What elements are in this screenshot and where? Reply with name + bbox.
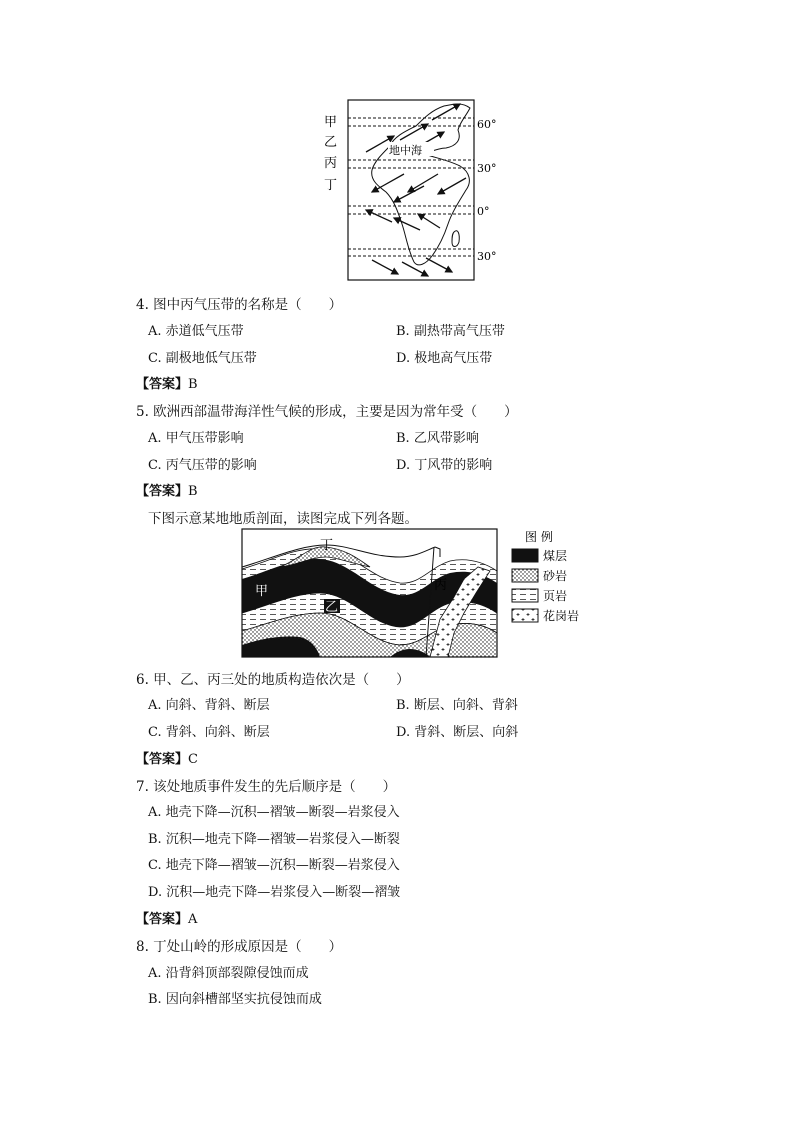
- legend-title: 图 例: [525, 530, 553, 544]
- question-4-option-c[interactable]: C. 副极地低气压带: [148, 351, 257, 366]
- question-8-stem: 8. 丁处山岭的形成原因是（ ）: [136, 939, 343, 955]
- lat-label-0: 0°: [477, 205, 490, 218]
- question-5-option-d[interactable]: D. 丁风带的影响: [396, 458, 493, 473]
- geologic-section: [240, 527, 590, 661]
- figure-geologic-section: [240, 527, 590, 661]
- legend-swatch-coal: [512, 549, 538, 562]
- question-7-stem: 7. 该处地质事件发生的先后顺序是（ ）: [136, 779, 397, 795]
- belt-label-ding: 丁: [324, 178, 338, 193]
- answer-value: A: [188, 912, 198, 927]
- answer-value: C: [188, 752, 198, 767]
- legend-swatch-shale: [512, 589, 538, 602]
- question-6-option-b[interactable]: B. 断层、向斜、背斜: [396, 698, 518, 713]
- answer-label: 【答案】: [136, 484, 189, 499]
- answer-label: 【答案】: [136, 912, 189, 927]
- question-8-option-b[interactable]: B. 因向斜槽部坚实抗侵蚀而成: [148, 992, 322, 1007]
- question-5-stem: 5. 欧洲西部温带海洋性气候的形成，主要是因为常年受（ ）: [136, 404, 518, 420]
- question-7-option-b[interactable]: B. 沉积—地壳下降—褶皱—岩浆侵入—断裂: [148, 832, 400, 847]
- question-4-stem: 4. 图中丙气压带的名称是（ ）: [136, 297, 343, 313]
- answer-label: 【答案】: [136, 752, 189, 767]
- legend-swatch-granite: [512, 609, 538, 622]
- legend-label-sandstone: 砂岩: [543, 569, 568, 583]
- figure-pressure-belts: [320, 96, 510, 282]
- mediterranean-label: 地中海: [389, 144, 422, 157]
- question-5-option-b[interactable]: B. 乙风带影响: [396, 431, 479, 446]
- question-4-option-a[interactable]: A. 赤道低气压带: [148, 324, 244, 339]
- question-6-option-c[interactable]: C. 背斜、向斜、断层: [148, 725, 270, 740]
- question-6-stem: 6. 甲、乙、丙三处的地质构造依次是（ ）: [136, 672, 410, 688]
- legend-label-granite: 花岗岩: [543, 609, 580, 623]
- label-jia: 甲: [255, 584, 269, 599]
- legend-label-shale: 页岩: [543, 589, 568, 603]
- question-4-option-b[interactable]: B. 副热带高气压带: [396, 324, 505, 339]
- belt-label-bing: 丙: [324, 156, 338, 171]
- label-bing: 丙: [434, 578, 448, 593]
- question-6-answer: [136, 748, 198, 767]
- label-yi: 乙: [325, 600, 339, 615]
- question-7-answer: [136, 908, 197, 927]
- question-7-option-d[interactable]: D. 沉积—地壳下降—岩浆侵入—断裂—褶皱: [148, 885, 401, 900]
- section-intro: 下图示意某地地质剖面，读图完成下列各题。: [148, 511, 418, 527]
- question-6-option-a[interactable]: A. 向斜、背斜、断层: [148, 698, 270, 713]
- lat-label-30n: 30°: [477, 162, 497, 175]
- question-4-option-d[interactable]: D. 极地高气压带: [396, 351, 493, 366]
- legend-label-coal: 煤层: [543, 549, 568, 563]
- question-8-option-a[interactable]: A. 沿背斜顶部裂隙侵蚀而成: [148, 966, 309, 981]
- legend-swatch-sandstone: [512, 569, 538, 582]
- question-5-answer: [136, 480, 198, 499]
- lat-label-30s: 30°: [477, 250, 497, 263]
- question-5-option-a[interactable]: A. 甲气压带影响: [148, 431, 244, 446]
- answer-value: B: [188, 377, 198, 392]
- question-5-option-c[interactable]: C. 丙气压带的影响: [148, 458, 257, 473]
- question-4-answer: [136, 373, 198, 392]
- belt-label-jia: 甲: [324, 115, 338, 130]
- question-7-option-c[interactable]: C. 地壳下降—褶皱—沉积—断裂—岩浆侵入: [148, 858, 400, 873]
- pressure-belt-map: [320, 96, 510, 282]
- answer-label: 【答案】: [136, 377, 189, 392]
- label-ding: 丁: [320, 538, 334, 553]
- question-7-option-a[interactable]: A. 地壳下降—沉积—褶皱—断裂—岩浆侵入: [148, 805, 400, 820]
- lat-label-60: 60°: [477, 118, 497, 131]
- question-6-option-d[interactable]: D. 背斜、断层、向斜: [396, 725, 519, 740]
- answer-value: B: [188, 484, 198, 499]
- belt-label-yi: 乙: [324, 135, 338, 150]
